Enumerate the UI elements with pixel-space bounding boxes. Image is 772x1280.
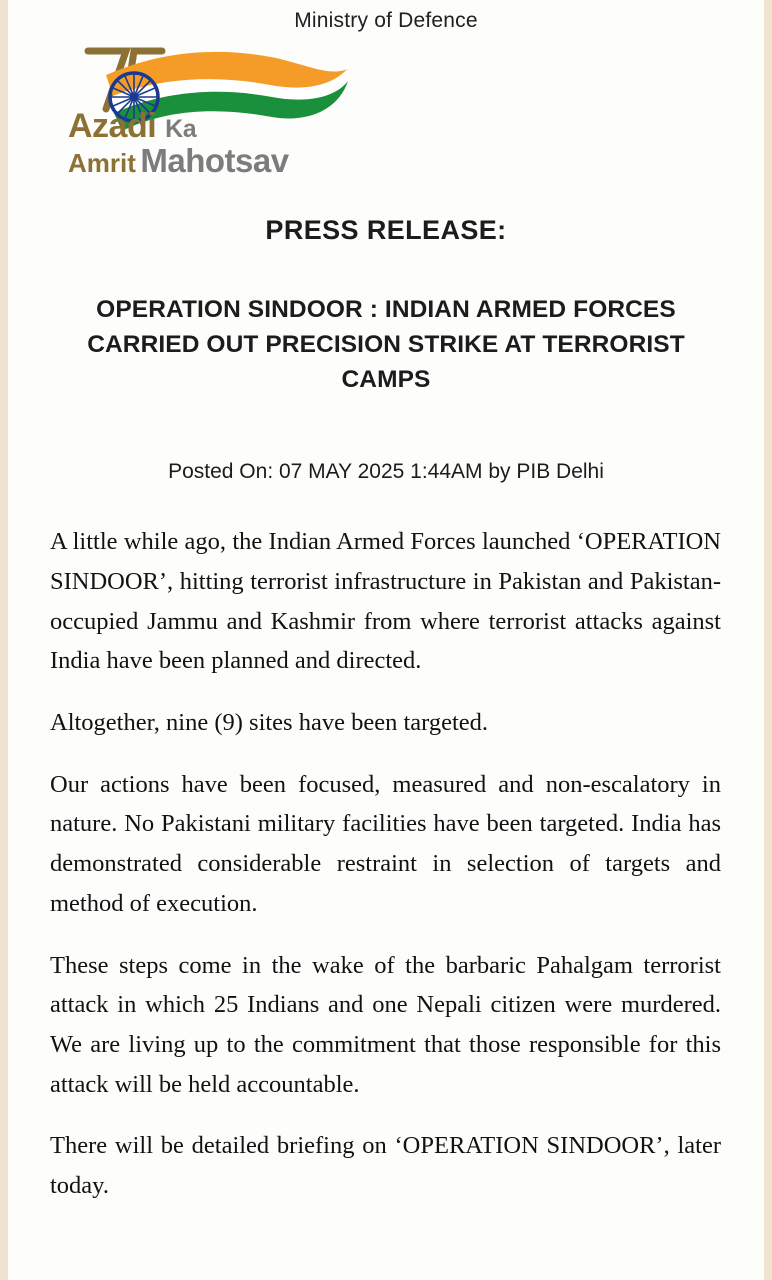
logo-ka-text: Ka [165,115,197,143]
paragraph: Our actions have been focused, measured and non-escalatory in nature. No Pakistani military facilities have been targeted. India has demonstrated considerable restraint in selection of targets and method of execution. [50,770,721,917]
page-title: OPERATION SINDOOR : INDIAN ARMED FORCES CARRIED OUT PRECISION STRIKE AT TERRORIST CAMPS [87,296,685,393]
paragraph: A little while ago, the Indian Armed Forces launched ‘OPERATION SINDOOR’, hitting terrorist infrastructure in Pakistan and Pakistan-occupied Jammu and Kashmir from where terrorist attacks against India have been planned and directed. [50,528,721,675]
logo-wordmark [68,109,368,177]
ministry-name: Ministry of Defence [294,9,478,32]
logo-azadi-text: Azadi [68,107,157,145]
release-body [42,522,730,1205]
press-release-label: PRESS RELEASE: [265,215,507,245]
paragraph: Altogether, nine (9) sites have been targeted. [50,709,489,737]
paragraph: There will be detailed briefing on ‘OPERATION SINDOOR’, later today. [50,1132,721,1199]
logo-amrit-text: Amrit [68,148,136,178]
logo-mahotsav-text: Mahotsav [140,142,289,179]
paragraph: These steps come in the wake of the barbaric Pahalgam terrorist attack in which 25 Indians and one Nepali citizen were murdered. We are living up to the commitment that those responsible for this attack will be held accountable. [50,951,721,1098]
logo-container [42,35,730,187]
posted-on-line: Posted On: 07 MAY 2025 1:44AM by PIB Delhi [168,460,604,484]
